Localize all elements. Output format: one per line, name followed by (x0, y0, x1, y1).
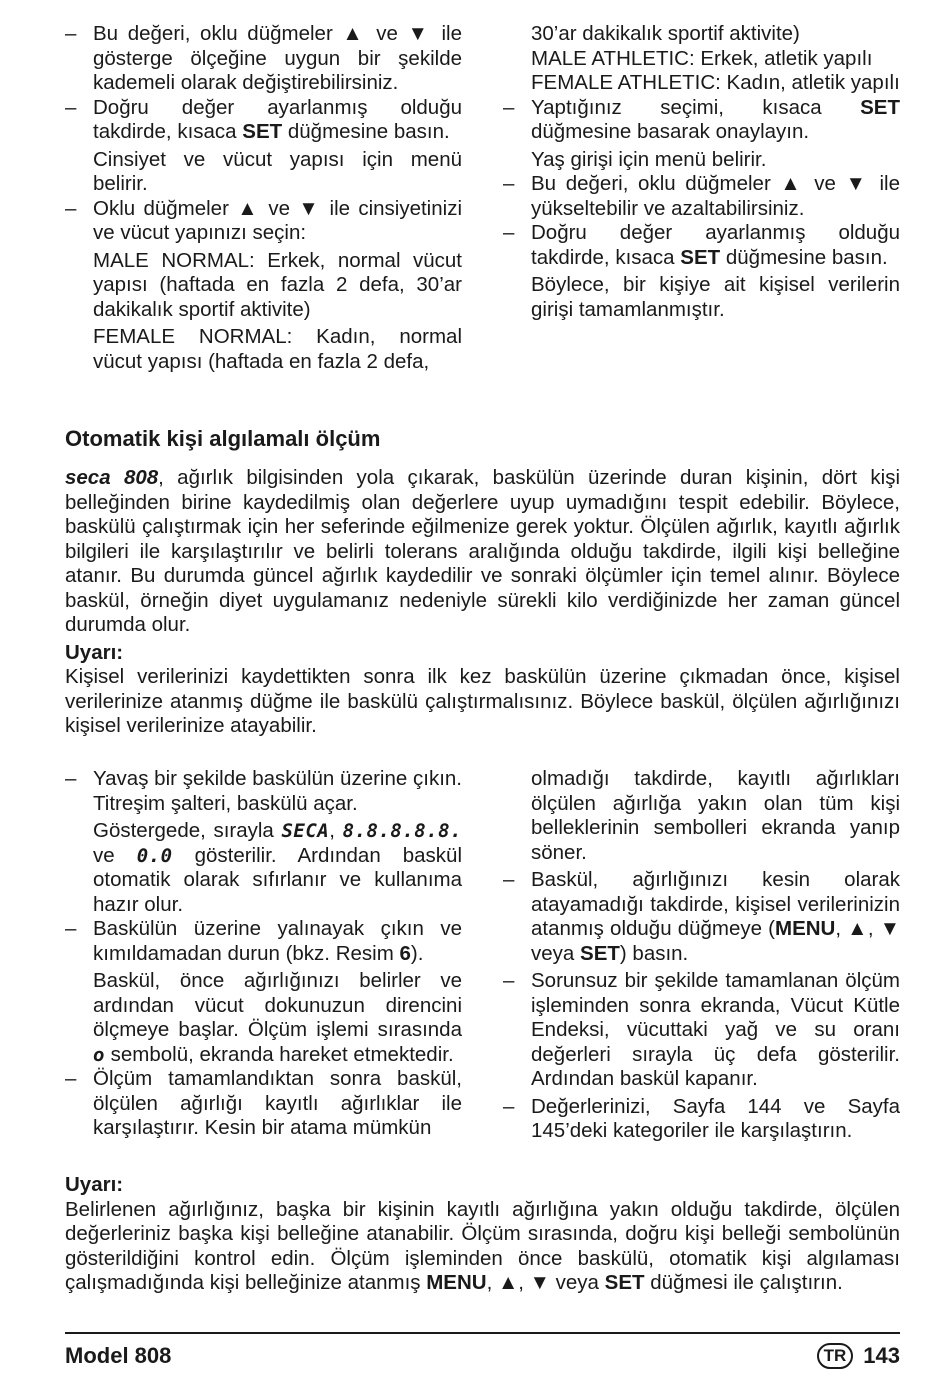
bottom-warning (65, 1173, 900, 1296)
footer-divider (65, 1332, 900, 1334)
list-item: – Yavaş bir şekilde baskülün üzerine çıkın. Titreşim şalteri, baskülü açar. (65, 767, 462, 816)
list-continuation: FEMALE NORMAL: Kadın, normal vücut yapısı (haftada en fazla 2 defa, (93, 325, 462, 373)
list-continuation: Baskül, önce ağırlığınızı belirler ve ardından vücut dokunuzun direncini ölçmeye başlar. Ölçüm işlemi sırasında o sembolü, ekranda hareket etmektedir. (93, 969, 462, 1066)
brand-name: seca 808 (65, 466, 159, 489)
warning-text: Belirlenen ağırlığınız, başka bir kişinin kayıtlı ağırlığına yakın olduğu takdirde, ölçülen değerleriniz başka kişi belleğine atanabilir. Ölçüm sırasında, doğru kişi belleği sembolünün gösterildiğini kontrol edin. Ölçüm işleminden önce baskülü, otomatik kişi algılaması çalışmadığında kişi belleğinize atanmış MENU, ▲, ▼ veya SET düğmesi ile çalıştırın. (65, 1197, 900, 1294)
list-continuation: MALE NORMAL: Erkek, normal vücut yapısı (haftada en fazla 2 defa, 30’ar dakikalık sportif aktivite) (93, 248, 462, 321)
list-item: – Ölçüm tamamlandıktan sonra baskül, ölçülen ağırlığı kayıtlı ağırlıklar ile karşılaştırır. Kesin bir atama mümkün (65, 1067, 462, 1141)
section-block (65, 426, 900, 739)
language-badge: TR (817, 1343, 854, 1369)
list-item: – Doğru değer ayarlanmış olduğu takdirde, kısaca SET düğmesine basın. (65, 96, 462, 145)
mid-right-column (503, 767, 900, 1144)
intro-paragraph: seca 808, ağırlık bilgisinden yola çıkarak, baskülün üzerinde duran kişinin, dört kişi belleğinden birine kaydedilmiş olan değerlere uyup uymadığını tespit edebilir. Böylece, baskülü çalıştırmak için her seferinde eğilmenize gerek yoktur. Ölçülen ağırlık, kayıtlı ağırlık bilgileri ile karşılaştırılır ve belirli tolerans aralığında olduğu takdirde, ilgili kişi belleğine atanır. Bu durumda güncel ağırlık kaydedilir ve sonraki ölçümler için temel alınır. Böylece baskül, örneğin diyet uygulamanız nedeniyle sürekli kilo verdiğinizde her zaman güncel durumda olur. (65, 466, 900, 636)
display-zero: 0.0 (136, 844, 173, 867)
warning-label: Uyarı: (65, 640, 124, 664)
display-seca: SECA (281, 820, 330, 842)
list-item: – Bu değeri, oklu düğmeler ▲ ve ▼ ile yükseltebilir ve azaltabilirsiniz. (503, 172, 900, 221)
list-item: – Değerlerinizi, Sayfa 144 ve Sayfa 145’deki kategoriler ile karşılaştırın. (503, 1095, 900, 1144)
footer-right (817, 1342, 900, 1370)
list-item: – Oklu düğmeler ▲ ve ▼ ile cinsiyetinizi ve vücut yapınızı seçin: (65, 197, 462, 246)
list-continuation: Böylece, bir kişiye ait kişisel verilerin girişi tamamlanmıştır. (531, 273, 900, 321)
list-item: – Baskülün üzerine yalınayak çıkın ve kımıldamadan durun (bkz. Resim 6). (65, 917, 462, 966)
warning-label: Uyarı: (65, 1173, 124, 1196)
page-number: 143 (863, 1343, 900, 1368)
display-test-pattern: 8.8.8.8.8. (342, 820, 462, 842)
list-item: – Doğru değer ayarlanmış olduğu takdirde, kısaca SET düğmesine basın. (503, 221, 900, 270)
list-continuation: 30’ar dakikalık sportif aktivite) (531, 22, 800, 45)
top-left-column (65, 22, 462, 374)
list-item: – Sorunsuz bir şekilde tamamlanan ölçüm işleminden sonra ekranda, Vücut Kütle Endeksi, vücuttaki yağ ve su oranı değerleri sırayla üç defa gösterilir. Ardından baskül kapanır. (503, 969, 900, 1092)
top-right-column (503, 22, 900, 322)
list-item: – Baskül, ağırlığınızı kesin olarak atayamadığı takdirde, kişisel verilerinizin atanmış olduğu düğmeye (MENU, ▲, ▼ veya SET) basın. (503, 868, 900, 966)
list-continuation: FEMALE ATHLETIC: Kadın, atletik yapılı (531, 71, 900, 94)
list-continuation: olmadığı takdirde, kayıtlı ağırlıkları ölçülen ağırlığa yakın olan tüm kişi belleklerinin sembolleri ekranda yanıp söner. (531, 767, 900, 864)
list-item: – Yaptığınız seçimi, kısaca SET düğmesine basarak onaylayın. (503, 96, 900, 145)
measuring-symbol-icon: o (93, 1043, 105, 1066)
list-item: – Bu değeri, oklu düğmeler ▲ ve ▼ ile gösterge ölçeğine uygun bir şekilde kademeli olarak değiştirebilirsiniz. (65, 22, 462, 96)
list-continuation: MALE ATHLETIC: Erkek, atletik yapılı (531, 46, 873, 70)
list-continuation: Cinsiyet ve vücut yapısı için menü belirir. (93, 147, 462, 195)
list-continuation: Göstergede, sırayla SECA, 8.8.8.8.8. ve 0.0 gösterilir. Ardından baskül otomatik olarak sıfırlanır ve kullanıma hazır olur. (93, 819, 463, 916)
mid-left-column (65, 767, 462, 1141)
list-continuation: Yaş girişi için menü belirir. (531, 147, 767, 171)
model-label: Model 808 (65, 1343, 172, 1368)
warning-text: Kişisel verilerinizi kaydettikten sonra ilk kez baskülün üzerine çıkmadan önce, kişisel verilerinize atanmış düğme ile baskülü çalıştırmalısınız. Böylece baskül, ölçülen ağırlığınızı kişisel verilerinize atayabilir. (65, 665, 900, 737)
section-title: Otomatik kişi algılamalı ölçüm (65, 426, 381, 451)
